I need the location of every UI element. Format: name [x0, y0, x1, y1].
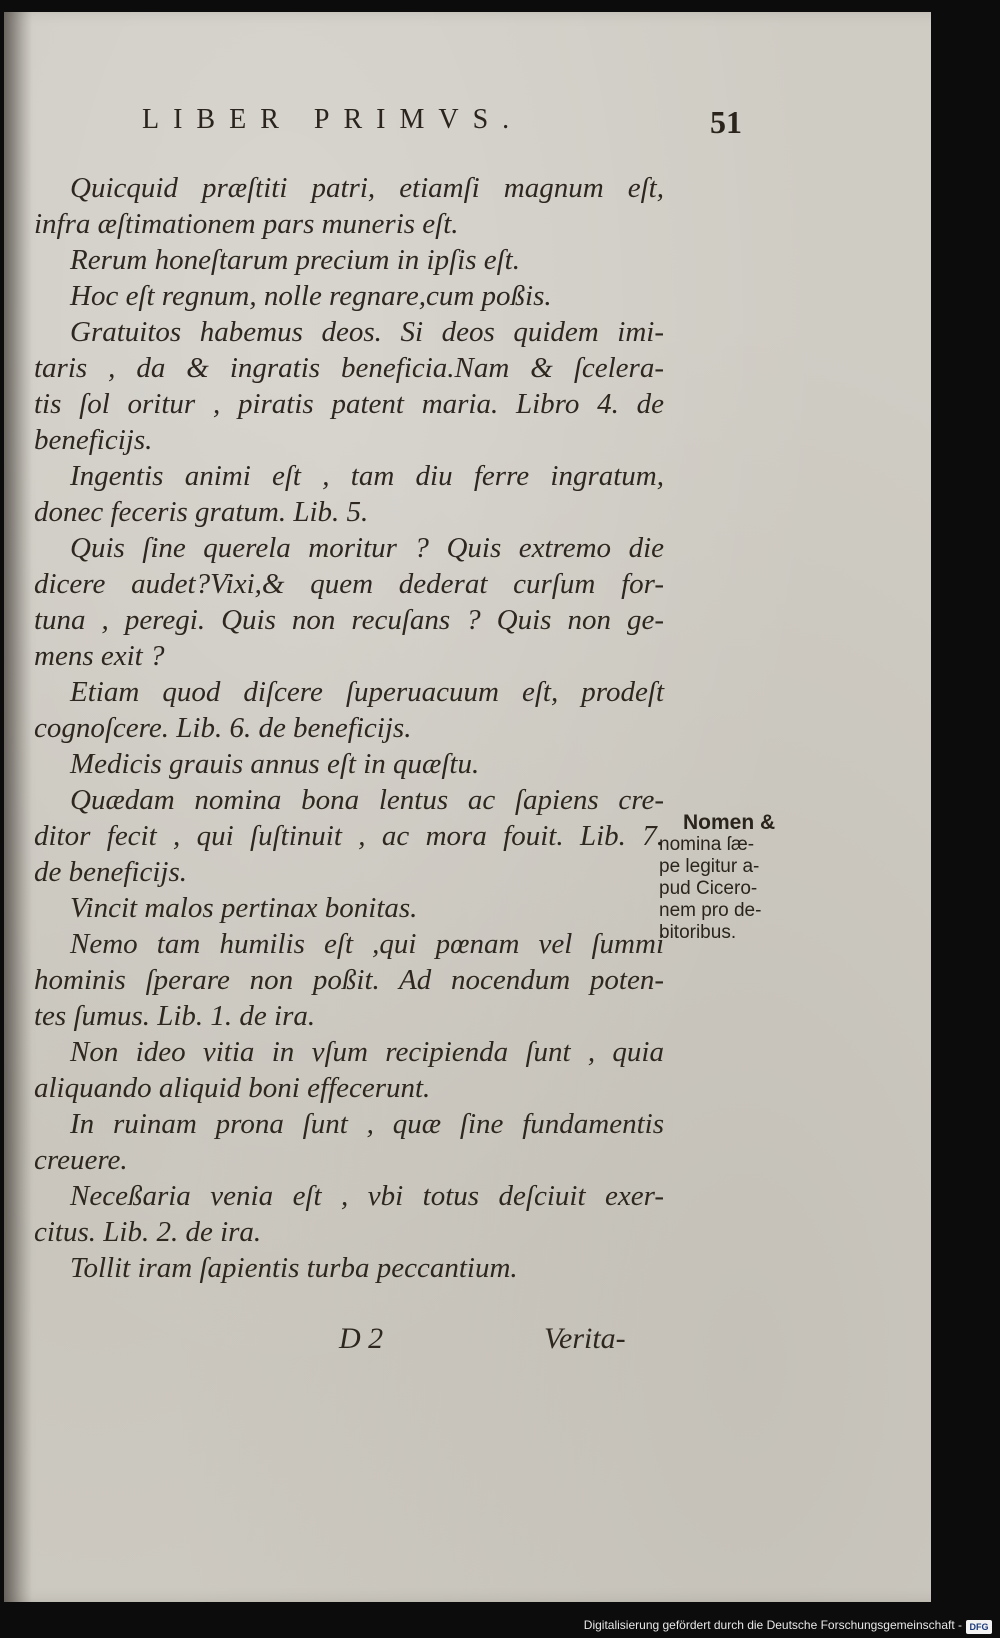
gutter-shadow: [4, 12, 32, 1602]
text-line: dicere audet?Vixi,& quem dederat curſum for-: [34, 568, 664, 600]
text-line: Neceßaria venia eſt , vbi totus deſciuit exer-: [70, 1180, 664, 1212]
signature-mark: D 2: [339, 1322, 384, 1355]
text-line: cognoſcere. Lib. 6. de beneficijs.: [34, 712, 412, 744]
text-line: donec feceris gratum. Lib. 5.: [34, 496, 369, 528]
margin-note-line: nem pro de-: [659, 900, 762, 921]
dfg-logo: DFG: [966, 1620, 992, 1634]
margin-note-line: nomina ſæ-: [659, 834, 755, 855]
text-line: Non ideo vitia in vſum recipienda ſunt , quia: [70, 1036, 664, 1068]
text-line: Quædam nomina bona lentus ac ſapiens cre-: [70, 784, 664, 816]
text-line: creuere.: [34, 1144, 128, 1176]
text-line: aliquando aliquid boni effecerunt.: [34, 1072, 431, 1104]
margin-note-line: pe legitur a-: [659, 856, 760, 877]
text-line: Rerum honeſtarum precium in ipſis eſt.: [70, 244, 520, 276]
text-line: Quis ſine querela moritur ? Quis extremo die: [70, 532, 664, 564]
margin-note: [659, 812, 809, 944]
text-line: tes ſumus. Lib. 1. de ira.: [34, 1000, 316, 1032]
running-title: LIBER PRIMVS.: [142, 104, 524, 135]
text-line: taris , da & ingratis beneficia.Nam & ſcelera-: [34, 352, 664, 384]
text-line: Vincit malos pertinax bonitas.: [70, 892, 418, 924]
margin-note-line: Nomen &: [683, 811, 776, 834]
text-line: Ingentis animi eſt , tam diu ferre ingratum,: [70, 460, 664, 492]
margin-note-line: pud Cicero-: [659, 878, 758, 899]
text-line: Quicquid præſtiti patri, etiamſi magnum eſt,: [70, 172, 664, 204]
text-line: tis ſol oritur , piratis patent maria. Libro 4. de: [34, 388, 664, 420]
text-line: citus. Lib. 2. de ira.: [34, 1216, 262, 1248]
text-line: de beneficijs.: [34, 856, 188, 888]
book-page: [4, 12, 931, 1602]
text-line: Hoc eſt regnum, nolle regnare,cum poßis.: [70, 280, 552, 312]
text-line: Nemo tam humilis eſt ,qui pœnam vel ſummi: [70, 928, 664, 960]
text-line: Medicis grauis annus eſt in quæſtu.: [70, 748, 480, 780]
margin-note-line: bitoribus.: [659, 922, 737, 943]
text-line: Gratuitos habemus deos. Si deos quidem imi-: [70, 316, 664, 348]
text-line: tuna , peregi. Quis non recuſans ? Quis non ge-: [34, 604, 664, 636]
text-line: hominis ſperare non poßit. Ad nocendum poten-: [34, 964, 664, 996]
text-line: beneficijs.: [34, 424, 153, 456]
catchword: Verita-: [544, 1322, 626, 1355]
page-number: 51: [710, 104, 742, 140]
text-line: ditor fecit , qui ſuſtinuit , ac mora fouit. Lib. 7.: [34, 820, 664, 852]
text-line: In ruinam prona ſunt , quæ ſine fundamentis: [70, 1108, 664, 1140]
text-line: mens exit ?: [34, 640, 165, 672]
digitization-credit: Digitalisierung gefördert durch die Deutsche Forschungsgemeinschaft -: [583, 1618, 962, 1632]
text-line: infra æſtimationem pars muneris eſt.: [34, 208, 459, 240]
text-line: Etiam quod diſcere ſuperuacuum eſt, prodeſt: [70, 676, 664, 708]
text-line: Tollit iram ſapientis turba peccantium.: [70, 1252, 518, 1284]
